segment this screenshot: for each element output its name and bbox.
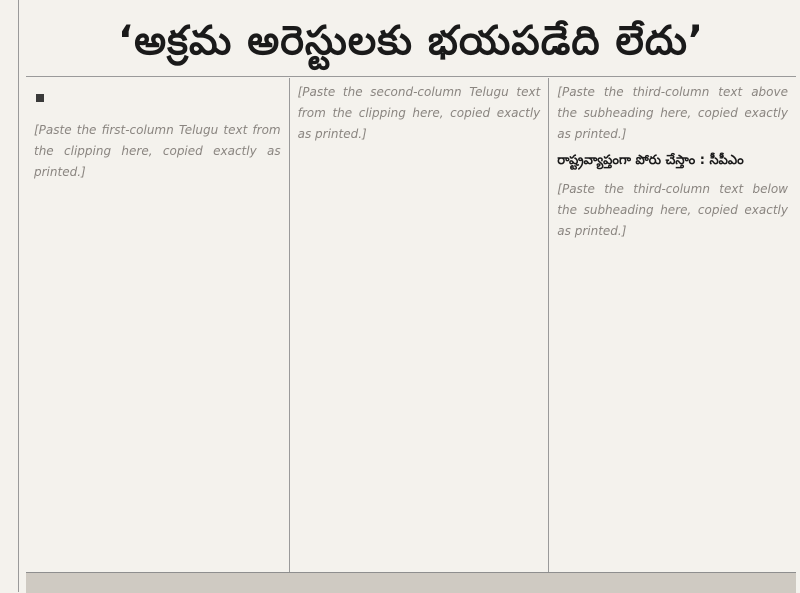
column-2-body: [298, 82, 541, 145]
adjacent-column-fragment: [0, 0, 19, 592]
column-2: [289, 78, 549, 572]
column-1-body: [34, 120, 281, 183]
column-3: [548, 78, 796, 572]
paragraph: [Paste the third-column text above the subheading here, copied exactly as printed.]: [557, 85, 788, 141]
paragraph: [Paste the second-column Telugu text from the clipping here, copied exactly as printed.]: [297, 85, 541, 141]
paragraph: [Paste the third-column text below the subheading here, copied exactly as printed.]: [557, 182, 788, 238]
paragraph: [Paste the first-column Telugu text from the clipping here, copied exactly as printed.]: [34, 123, 281, 179]
article: [26, 0, 796, 592]
column-1: [26, 78, 289, 572]
bullet-icon: [36, 94, 44, 102]
article-headline: ‘అక్రమ అరెస్టులకు భయపడేది లేదు’: [117, 18, 705, 64]
article-columns: [26, 78, 796, 572]
column-3-body: [557, 179, 788, 242]
headline-divider: [26, 76, 796, 77]
section-heading: రాష్ట్రవ్యాప్తంగా పోరు చేస్తాం : సీపీఎం: [557, 153, 744, 168]
photo-strip: [26, 572, 796, 593]
column-3-intro: [557, 82, 788, 145]
article-subheadline: [34, 86, 281, 110]
